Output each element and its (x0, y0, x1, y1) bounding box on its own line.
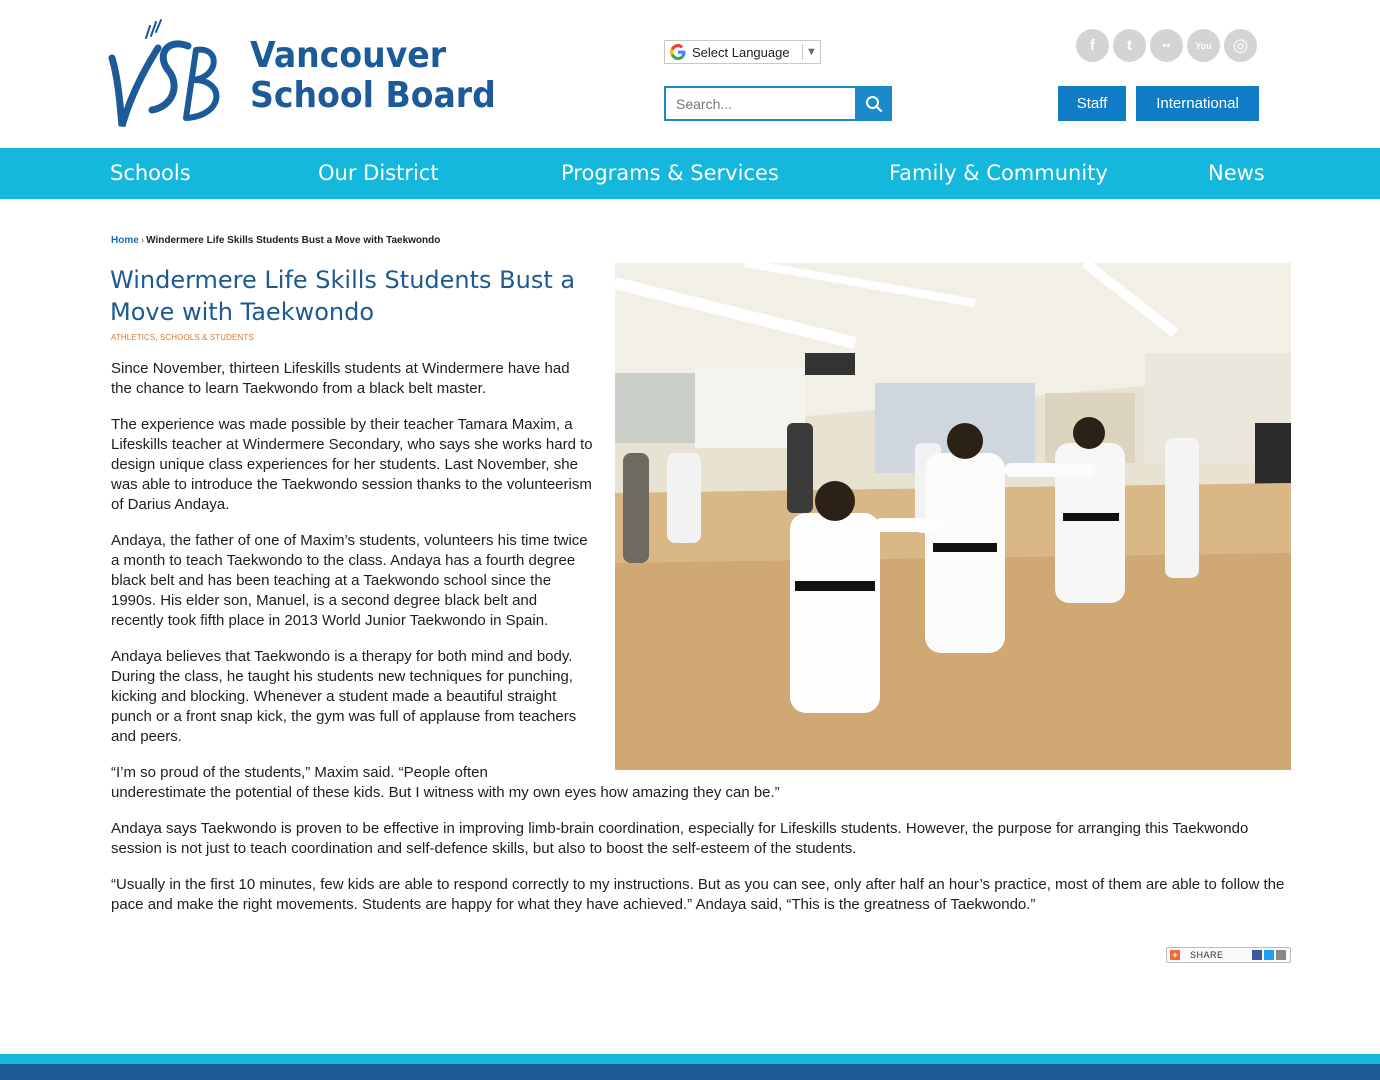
logo-text-line1: Vancouver (250, 35, 447, 76)
flickr-icon[interactable]: •• (1150, 29, 1183, 62)
nav-item-schools[interactable]: Schools (110, 161, 191, 185)
article-paragraph-6: Andaya says Taekwondo is proven to be effective in improving limb-brain coordination, especially for Lifeskills students. However, the purpose for arranging this Taekwondo session is not just to teach coordination and self-defence skills, but also to boost the self-esteem of the students. (111, 820, 1249, 857)
breadcrumb-current: Windermere Life Skills Students Bust a Move with Taekwondo (146, 235, 441, 246)
site-footer (0, 1064, 1380, 1080)
article-paragraph-2: The experience was made possible by their teacher Tamara Maxim, a Lifeskills teacher at Windermere Secondary, who says she works hard to design unique class experiences for her students. Last November, she was able to introduce the Taekwondo session thanks to the volunteerism of Darius Andaya. (111, 416, 593, 513)
site-header (0, 0, 1380, 148)
nav-item-our-district[interactable]: Our District (318, 161, 439, 185)
facebook-icon[interactable]: f (1076, 29, 1109, 62)
article-title: Windermere Life Skills Students Bust a Move with Taekwondo (110, 266, 576, 326)
article-paragraph-4: Andaya believes that Taekwondo is a therapy for both mind and body. During the class, he taught his students new techniques for punching, kicking and blocking. Whenever a student made a beautiful straight punch or a front snap kick, the gym was full of applause from teachers and peers. (111, 648, 577, 745)
article-paragraph-7: “Usually in the first 10 minutes, few kids are able to respond correctly to my instructions. But as you can see, only after half an hour’s practice, most of them are able to follow the pace and make the right movements. Students are happy for what they have achieved.” Andaya said, “This is the greatness of Taekwondo.” (111, 876, 1285, 913)
article-paragraph-3: Andaya, the father of one of Maxim’s students, volunteers his time twice a month to teach Taekwondo to the class. Andaya has a fourth degree black belt and has been teaching at a Taekwondo school since the 1990s. His elder son, Manuel, is a second degree black belt and recently took fifth place in 2013 World Junior Taekwondo in Spain. (111, 532, 588, 629)
share-email-icon (1276, 950, 1286, 960)
twitter-icon[interactable]: t (1113, 29, 1146, 62)
youtube-icon[interactable]: You (1187, 29, 1220, 62)
share-icons (1252, 950, 1286, 960)
breadcrumb-home-link[interactable]: Home (111, 235, 139, 246)
quote-line-1: “I’m so proud of the students,” Maxim said. “People often (111, 764, 488, 781)
share-button[interactable] (1166, 947, 1291, 963)
logo-text-line2: School Board (250, 75, 496, 116)
search-icon (865, 95, 883, 113)
language-select-label: Select Language (692, 44, 790, 60)
vsb-logo-mark (108, 18, 228, 132)
international-button[interactable]: International (1136, 86, 1259, 121)
google-icon (669, 43, 687, 61)
share-label: SHARE (1190, 950, 1224, 960)
share-twitter-icon (1264, 950, 1274, 960)
taekwondo-class-photo (615, 263, 1291, 770)
nav-item-programs-services[interactable]: Programs & Services (561, 161, 779, 185)
main-nav (0, 148, 1380, 199)
share-facebook-icon (1252, 950, 1262, 960)
language-select[interactable] (664, 40, 821, 64)
instagram-icon[interactable]: ◎ (1224, 29, 1257, 62)
chevron-down-icon: ▼ (802, 44, 820, 60)
breadcrumb-separator: › (140, 235, 145, 246)
addthis-plus-icon: + (1170, 950, 1180, 960)
search-button[interactable] (855, 86, 892, 121)
vsb-logo[interactable] (108, 18, 496, 132)
vsb-logo-mark-text: VSB (108, 18, 111, 19)
staff-button[interactable]: Staff (1058, 86, 1126, 121)
nav-item-news[interactable]: News (1208, 161, 1265, 185)
article-categories[interactable]: ATHLETICS, SCHOOLS & STUDENTS (111, 333, 254, 342)
social-links (1076, 29, 1257, 62)
nav-item-family-community[interactable]: Family & Community (889, 161, 1108, 185)
logo-text (250, 36, 496, 116)
quote-line-2: underestimate the potential of these kids. But I witness with my own eyes how amazing they can be.” (111, 784, 780, 801)
breadcrumb (111, 235, 440, 246)
article-paragraph-1: Since November, thirteen Lifeskills students at Windermere have had the chance to learn Taekwondo from a black belt master. (111, 360, 570, 397)
article-photo (615, 263, 1291, 770)
footer-accent-bar (0, 1054, 1380, 1064)
search-input[interactable] (664, 86, 855, 121)
search-form (664, 86, 892, 121)
article-paragraph-5 (111, 763, 1291, 803)
